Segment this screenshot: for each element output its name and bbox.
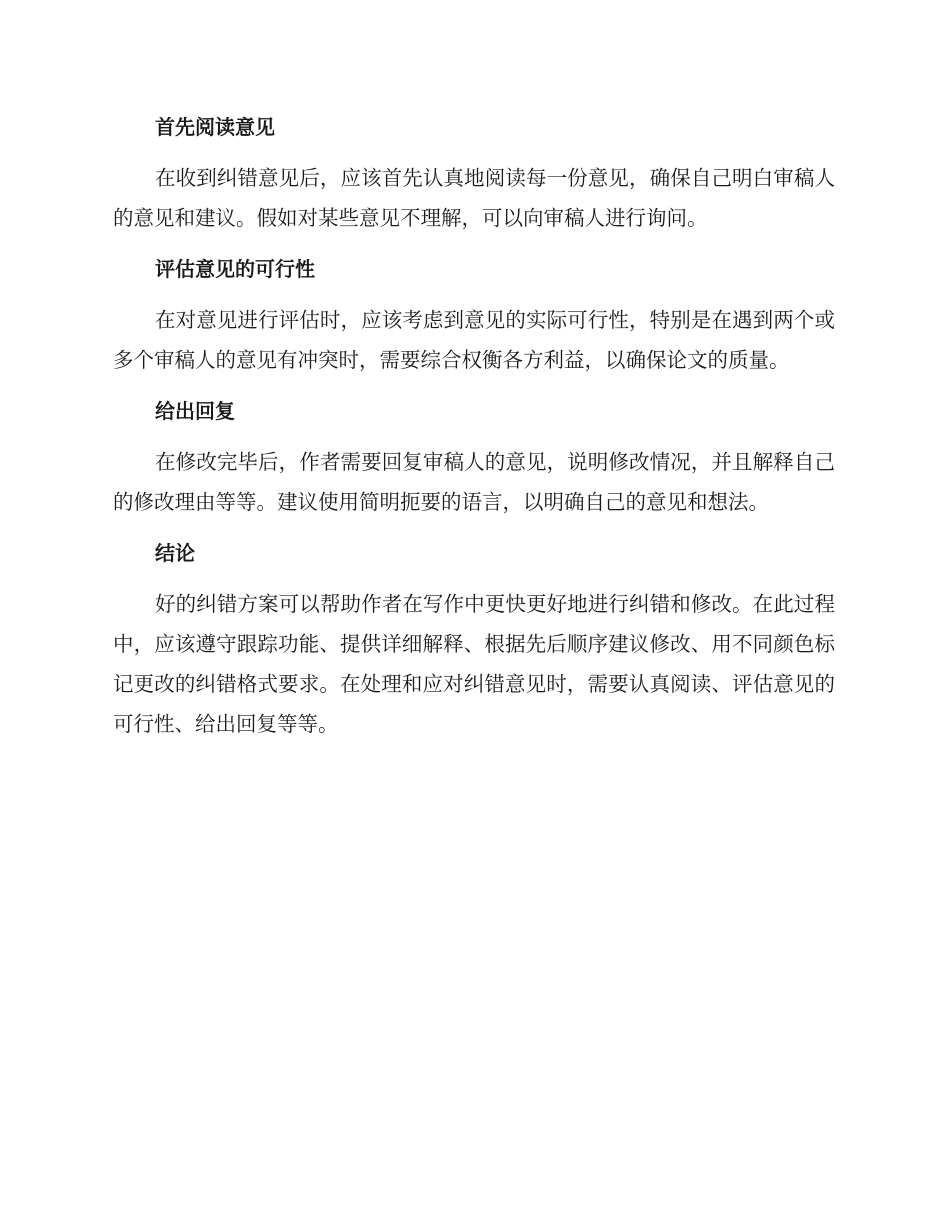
section-body-reply: 在修改完毕后，作者需要回复审稿人的意见，说明修改情况，并且解释自己的修改理由等等。建议使用简明扼要的语言，以明确自己的意见和想法。 <box>113 450 835 514</box>
section-heading-conclusion: 结论 <box>155 541 195 565</box>
section-body-feasibility: 在对意见进行评估时，应该考虑到意见的实际可行性，特别是在遇到两个或多个审稿人的意见有冲突时，需要综合权衡各方利益，以确保论文的质量。 <box>113 308 835 372</box>
document-content <box>113 108 835 756</box>
section-body-read-first: 在收到纠错意见后，应该首先认真地阅读每一份意见，确保自己明白审稿人的意见和建议。假如对某些意见不理解，可以向审稿人进行询问。 <box>113 166 835 230</box>
section-body-conclusion: 好的纠错方案可以帮助作者在写作中更快更好地进行纠错和修改。在此过程中，应该遵守跟踪功能、提供详细解释、根据先后顺序建议修改、用不同颜色标记更改的纠错格式要求。在处理和应对纠错意见时，需要认真阅读、评估意见的可行性、给出回复等等。 <box>113 592 835 736</box>
section-heading-feasibility: 评估意见的可行性 <box>155 257 315 281</box>
section-heading-reply: 给出回复 <box>155 399 235 423</box>
section-heading-read-first: 首先阅读意见 <box>155 115 275 139</box>
